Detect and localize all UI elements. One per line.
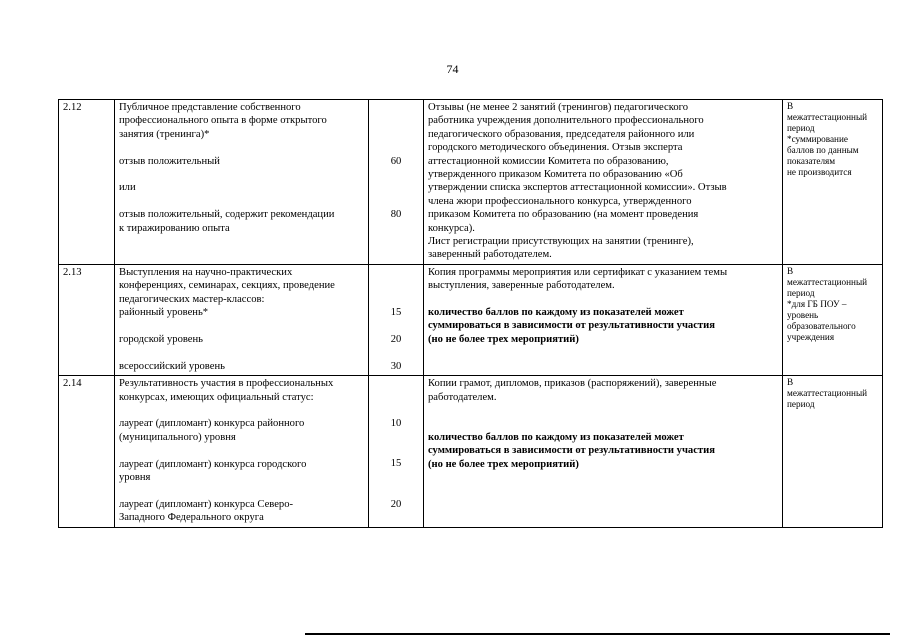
row-description (115, 264, 369, 375)
criterion-item: лауреат (дипломант) конкурса городского (119, 458, 307, 470)
doc-line: работодателем. (428, 391, 497, 403)
row-documents (424, 100, 783, 265)
row-id: 2.13 (59, 264, 115, 375)
criterion-item: всероссийский уровень (119, 360, 225, 372)
summation-note: (но не более трех мероприятий) (428, 333, 579, 345)
summation-note: количество баллов по каждому из показателей может (428, 307, 684, 319)
doc-line: Отзывы (не менее 2 занятий (тренингов) педагогического (428, 102, 688, 113)
criterion-item: отзыв положительный, содержит рекомендации (119, 209, 335, 221)
note-line: период (787, 399, 815, 410)
criterion-item: городской уровень (119, 333, 204, 345)
criteria-table (58, 99, 883, 528)
note-line: уровень (787, 309, 819, 320)
summation-note: суммироваться в зависимости от результативности участия (428, 320, 715, 332)
desc-line: профессионального опыта в форме открытого (119, 115, 327, 127)
note-line: В (787, 101, 794, 111)
doc-line: педагогического образования, председателя районного или (428, 128, 695, 140)
note-line: В (787, 265, 794, 276)
table-row (59, 264, 883, 375)
criterion-item: Западного Федерального округа (119, 512, 264, 524)
bottom-rule (305, 633, 890, 635)
desc-line: Публичное представление собственного (119, 102, 301, 113)
criterion-item: лауреат (дипломант) конкурса районного (119, 418, 305, 430)
doc-line: аттестационной комиссии Комитета по образованию, (428, 155, 669, 167)
doc-line: утвержденного приказом Комитета по образованию «Об (428, 169, 683, 181)
doc-line: городского методического объединения. Отзыв эксперта (428, 142, 683, 154)
criterion-item: к тиражированию опыта (119, 222, 230, 234)
criterion-item: районный уровень* (119, 307, 209, 319)
row-description (115, 376, 369, 527)
desc-line: конференциях, семинарах, секциях, проведение (119, 280, 335, 292)
points-value: 60 (390, 155, 402, 167)
row-points (369, 100, 424, 265)
row-id: 2.14 (59, 376, 115, 527)
doc-line: члена жюри профессионального конкурса, утвержденного (428, 195, 692, 207)
doc-line: Копии грамот, дипломов, приказов (распоряжений), заверенные (428, 378, 717, 390)
row-note (783, 100, 883, 265)
doc-line: Лист регистрации присутствующих на занятии (тренинге), (428, 236, 694, 248)
doc-line: конкурса). (428, 222, 475, 234)
note-line: *суммирование (787, 134, 848, 144)
row-points (369, 264, 424, 375)
row-id: 2.12 (59, 100, 115, 265)
desc-line: педагогических мастер-классов: (119, 293, 265, 305)
row-note (783, 376, 883, 527)
desc-line: занятия (тренинга)* (119, 128, 210, 140)
points-value: 20 (390, 498, 402, 510)
page-number: 74 (446, 62, 459, 76)
row-description (115, 100, 369, 265)
note-line: период (787, 287, 815, 298)
summation-note: количество баллов по каждому из показателей может (428, 431, 684, 443)
note-line: показателям (787, 156, 836, 166)
points-value: 15 (390, 458, 402, 470)
points-value: 80 (390, 209, 402, 221)
points-value: 30 (390, 360, 402, 372)
row-documents (424, 376, 783, 527)
note-line: баллов по данным (787, 145, 859, 155)
doc-line: работника учреждения дополнительного профессионального (428, 115, 704, 127)
points-value: 20 (390, 333, 402, 345)
doc-line: приказом Комитета по образованию (на момент проведения (428, 209, 699, 221)
doc-line: Копия программы мероприятия или сертификат с указанием темы (428, 266, 728, 278)
doc-line: заверенный работодателем. (428, 249, 552, 261)
note-line: межаттестационный (787, 276, 868, 287)
desc-line: Выступления на научно-практических (119, 266, 293, 278)
table-row (59, 100, 883, 265)
criterion-item: отзыв положительный (119, 155, 220, 167)
note-line: учреждения (787, 331, 835, 342)
note-line: межаттестационный (787, 388, 868, 399)
summation-note: (но не более трех мероприятий) (428, 458, 579, 470)
points-value: 10 (390, 418, 402, 430)
doc-line: выступления, заверенные работодателем. (428, 280, 615, 292)
criterion-separator: или (119, 182, 136, 194)
row-points (369, 376, 424, 527)
points-value: 15 (390, 307, 402, 319)
row-note (783, 264, 883, 375)
desc-line: Результативность участия в профессиональных (119, 378, 334, 390)
note-line: образовательного (787, 320, 856, 331)
desc-line: конкурсах, имеющих официальный статус: (119, 391, 314, 403)
note-line: период (787, 123, 815, 133)
note-line: не производится (787, 167, 852, 177)
note-line: межаттестационный (787, 112, 868, 122)
summation-note: суммироваться в зависимости от результативности участия (428, 445, 715, 457)
doc-line: утверждении списка экспертов аттестационной комиссии». Отзыв (428, 182, 727, 194)
note-line: *для ГБ ПОУ – (787, 298, 847, 309)
criterion-item: уровня (119, 471, 151, 483)
note-line: В (787, 377, 794, 388)
row-documents (424, 264, 783, 375)
criterion-item: (муниципального) уровня (119, 431, 236, 443)
criterion-item: лауреат (дипломант) конкурса Северо- (119, 498, 294, 510)
table-row (59, 376, 883, 527)
